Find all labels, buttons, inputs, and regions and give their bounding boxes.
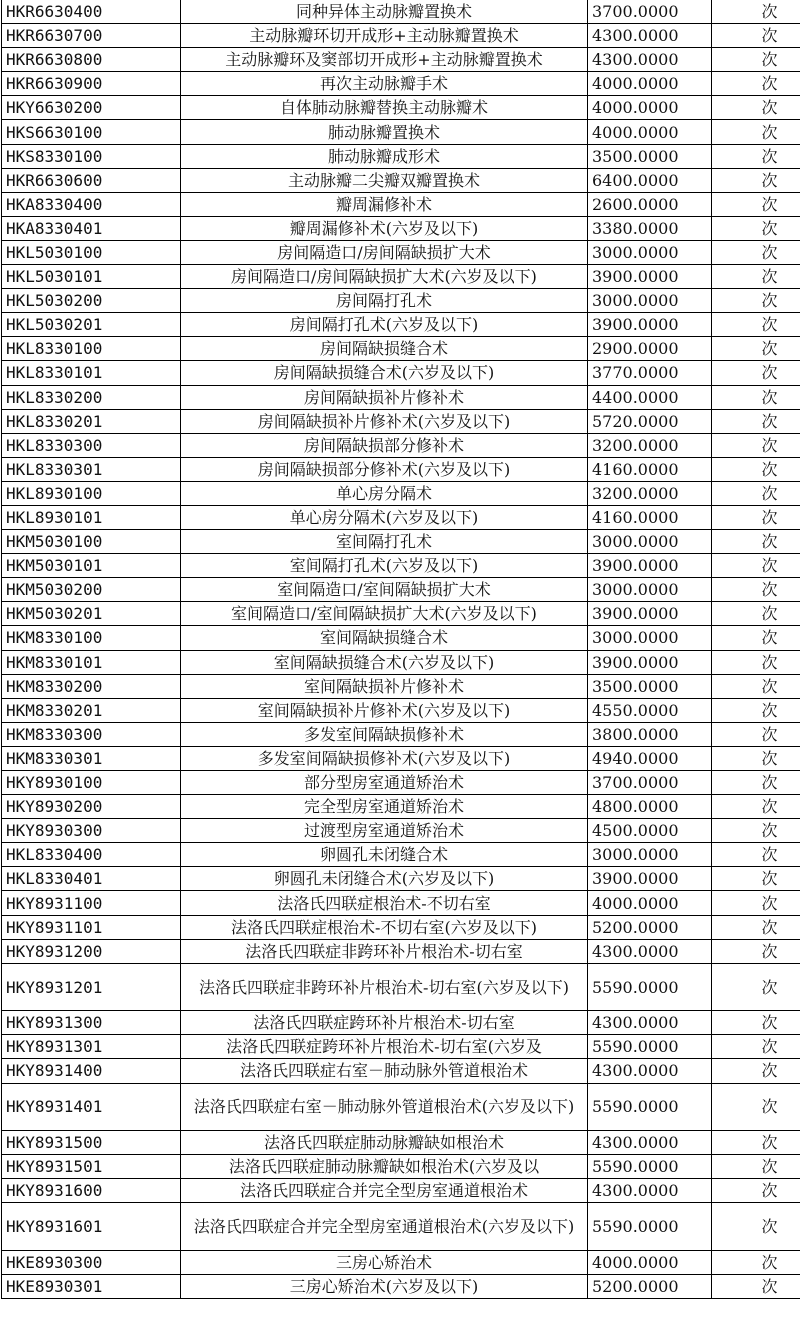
- item-price-cell: 6400.0000: [588, 168, 712, 192]
- item-unit-cell: 次: [712, 722, 800, 746]
- item-name-cell: 主动脉瓣二尖瓣双瓣置换术: [181, 168, 588, 192]
- item-unit-cell: 次: [712, 1179, 800, 1203]
- item-code-cell: HKE8930301: [2, 1274, 181, 1298]
- item-price-cell: 3770.0000: [588, 361, 712, 385]
- item-price-cell: 3900.0000: [588, 554, 712, 578]
- item-code-cell: HKR6630600: [2, 168, 181, 192]
- item-unit-cell: 次: [712, 674, 800, 698]
- item-code-cell: HKY8931400: [2, 1059, 181, 1083]
- item-unit-cell: 次: [712, 1059, 800, 1083]
- table-row: [2, 698, 800, 722]
- item-code-cell: HKY6630200: [2, 96, 181, 120]
- item-code-cell: HKL8330301: [2, 457, 181, 481]
- item-name-cell: 过渡型房室通道矫治术: [181, 819, 588, 843]
- item-price-cell: 4400.0000: [588, 385, 712, 409]
- table-row: [2, 1274, 800, 1298]
- table-row: [2, 722, 800, 746]
- item-code-cell: HKL8330201: [2, 409, 181, 433]
- item-name-cell: 房间隔打孔术: [181, 289, 588, 313]
- item-name-cell: 肺动脉瓣置换术: [181, 120, 588, 144]
- item-price-cell: 3500.0000: [588, 674, 712, 698]
- table-row: [2, 24, 800, 48]
- item-code-cell: HKM8330301: [2, 746, 181, 770]
- item-price-cell: 5590.0000: [588, 1083, 712, 1131]
- item-name-cell: 房间隔缺损部分修补术: [181, 433, 588, 457]
- item-unit-cell: 次: [712, 602, 800, 626]
- item-code-cell: HKR6630800: [2, 48, 181, 72]
- item-code-cell: HKM8330201: [2, 698, 181, 722]
- item-unit-cell: 次: [712, 1083, 800, 1131]
- item-price-cell: 4000.0000: [588, 1250, 712, 1274]
- item-price-cell: 3700.0000: [588, 771, 712, 795]
- item-unit-cell: 次: [712, 385, 800, 409]
- table-row: [2, 867, 800, 891]
- item-code-cell: HKL8330101: [2, 361, 181, 385]
- item-name-cell: 室间隔打孔术: [181, 530, 588, 554]
- item-name-cell: 瓣周漏修补术(六岁及以下): [181, 216, 588, 240]
- item-price-cell: 3200.0000: [588, 433, 712, 457]
- item-name-cell: 主动脉瓣环切开成形+主动脉瓣置换术: [181, 24, 588, 48]
- item-name-cell: 房间隔打孔术(六岁及以下): [181, 313, 588, 337]
- item-price-cell: 5590.0000: [588, 1155, 712, 1179]
- item-unit-cell: 次: [712, 240, 800, 264]
- item-unit-cell: 次: [712, 746, 800, 770]
- item-name-cell: 自体肺动脉瓣替换主动脉瓣术: [181, 96, 588, 120]
- item-code-cell: HKY8931601: [2, 1203, 181, 1251]
- item-code-cell: HKY8931101: [2, 915, 181, 939]
- item-unit-cell: 次: [712, 578, 800, 602]
- item-price-cell: 3700.0000: [588, 0, 712, 24]
- item-price-cell: 4500.0000: [588, 819, 712, 843]
- item-name-cell: 房间隔造口/房间隔缺损扩大术(六岁及以下): [181, 265, 588, 289]
- table-row: [2, 385, 800, 409]
- item-price-cell: 4160.0000: [588, 457, 712, 481]
- item-code-cell: HKL8330300: [2, 433, 181, 457]
- item-price-cell: 3900.0000: [588, 602, 712, 626]
- item-unit-cell: 次: [712, 698, 800, 722]
- item-code-cell: HKA8330401: [2, 216, 181, 240]
- item-unit-cell: 次: [712, 505, 800, 529]
- item-price-cell: 3000.0000: [588, 626, 712, 650]
- item-unit-cell: 次: [712, 891, 800, 915]
- item-name-cell: 多发室间隔缺损修补术(六岁及以下): [181, 746, 588, 770]
- table-row: [2, 361, 800, 385]
- item-code-cell: HKY8931401: [2, 1083, 181, 1131]
- item-unit-cell: 次: [712, 915, 800, 939]
- item-name-cell: 法洛氏四联症跨环补片根治术-切右室: [181, 1011, 588, 1035]
- item-code-cell: HKL8930100: [2, 481, 181, 505]
- item-code-cell: HKR6630400: [2, 0, 181, 24]
- table-row: [2, 795, 800, 819]
- item-unit-cell: 次: [712, 409, 800, 433]
- item-code-cell: HKY8931200: [2, 939, 181, 963]
- item-name-cell: 部分型房室通道矫治术: [181, 771, 588, 795]
- item-code-cell: HKL8330200: [2, 385, 181, 409]
- item-price-cell: 3000.0000: [588, 530, 712, 554]
- item-code-cell: HKR6630700: [2, 24, 181, 48]
- item-price-cell: 3500.0000: [588, 144, 712, 168]
- item-name-cell: 房间隔缺损补片修补术: [181, 385, 588, 409]
- table-row: [2, 120, 800, 144]
- item-unit-cell: 次: [712, 843, 800, 867]
- item-name-cell: 法洛氏四联症合并完全型房室通道根治术: [181, 1179, 588, 1203]
- item-unit-cell: 次: [712, 819, 800, 843]
- item-price-cell: 4300.0000: [588, 1131, 712, 1155]
- item-price-cell: 4940.0000: [588, 746, 712, 770]
- item-code-cell: HKM8330300: [2, 722, 181, 746]
- item-unit-cell: 次: [712, 433, 800, 457]
- item-price-cell: 5200.0000: [588, 1274, 712, 1298]
- item-name-cell: 室间隔造口/室间隔缺损扩大术(六岁及以下): [181, 602, 588, 626]
- item-name-cell: 室间隔缺损补片修补术(六岁及以下): [181, 698, 588, 722]
- item-unit-cell: 次: [712, 289, 800, 313]
- item-unit-cell: 次: [712, 795, 800, 819]
- item-unit-cell: 次: [712, 216, 800, 240]
- item-price-cell: 2900.0000: [588, 337, 712, 361]
- item-name-cell: 法洛氏四联症非跨环补片根治术-切右室: [181, 939, 588, 963]
- item-code-cell: HKY8930200: [2, 795, 181, 819]
- table-row: [2, 650, 800, 674]
- table-row: [2, 168, 800, 192]
- item-unit-cell: 次: [712, 1274, 800, 1298]
- item-name-cell: 房间隔缺损缝合术: [181, 337, 588, 361]
- table-row: [2, 602, 800, 626]
- table-row: [2, 1179, 800, 1203]
- item-name-cell: 房间隔缺损部分修补术(六岁及以下): [181, 457, 588, 481]
- item-price-cell: 3200.0000: [588, 481, 712, 505]
- table-row: [2, 481, 800, 505]
- item-name-cell: 法洛氏四联症合并完全型房室通道根治术(六岁及以下): [181, 1203, 588, 1251]
- item-unit-cell: 次: [712, 1203, 800, 1251]
- table-row: [2, 144, 800, 168]
- item-name-cell: 三房心矫治术: [181, 1250, 588, 1274]
- item-code-cell: HKR6630900: [2, 72, 181, 96]
- fee-table: [1, 0, 800, 1299]
- table-row: [2, 1203, 800, 1251]
- item-name-cell: 房间隔缺损缝合术(六岁及以下): [181, 361, 588, 385]
- table-row: [2, 891, 800, 915]
- item-unit-cell: 次: [712, 1131, 800, 1155]
- item-unit-cell: 次: [712, 530, 800, 554]
- item-price-cell: 4000.0000: [588, 96, 712, 120]
- item-price-cell: 4000.0000: [588, 72, 712, 96]
- table-row: [2, 337, 800, 361]
- item-unit-cell: 次: [712, 192, 800, 216]
- item-code-cell: HKY8931300: [2, 1011, 181, 1035]
- item-price-cell: 3000.0000: [588, 578, 712, 602]
- item-price-cell: 4000.0000: [588, 891, 712, 915]
- item-code-cell: HKM5030101: [2, 554, 181, 578]
- item-code-cell: HKY8930300: [2, 819, 181, 843]
- item-code-cell: HKM5030100: [2, 530, 181, 554]
- item-price-cell: 4800.0000: [588, 795, 712, 819]
- item-code-cell: HKY8931301: [2, 1035, 181, 1059]
- table-row: [2, 1155, 800, 1179]
- item-name-cell: 同种异体主动脉瓣置换术: [181, 0, 588, 24]
- item-price-cell: 5590.0000: [588, 963, 712, 1011]
- table-row: [2, 0, 800, 24]
- item-name-cell: 肺动脉瓣成形术: [181, 144, 588, 168]
- item-code-cell: HKM8330101: [2, 650, 181, 674]
- item-unit-cell: 次: [712, 361, 800, 385]
- item-price-cell: 3900.0000: [588, 867, 712, 891]
- item-unit-cell: 次: [712, 1250, 800, 1274]
- item-price-cell: 3000.0000: [588, 843, 712, 867]
- table-row: [2, 771, 800, 795]
- item-price-cell: 3900.0000: [588, 265, 712, 289]
- item-code-cell: HKL5030201: [2, 313, 181, 337]
- item-code-cell: HKA8330400: [2, 192, 181, 216]
- item-code-cell: HKY8931500: [2, 1131, 181, 1155]
- item-price-cell: 3900.0000: [588, 313, 712, 337]
- item-name-cell: 主动脉瓣环及窦部切开成形+主动脉瓣置换术: [181, 48, 588, 72]
- item-price-cell: 4300.0000: [588, 939, 712, 963]
- item-code-cell: HKY8931201: [2, 963, 181, 1011]
- item-price-cell: 5720.0000: [588, 409, 712, 433]
- item-name-cell: 单心房分隔术: [181, 481, 588, 505]
- table-row: [2, 819, 800, 843]
- item-name-cell: 法洛氏四联症根治术-不切右室(六岁及以下): [181, 915, 588, 939]
- item-price-cell: 4300.0000: [588, 24, 712, 48]
- item-price-cell: 4300.0000: [588, 1011, 712, 1035]
- item-price-cell: 4160.0000: [588, 505, 712, 529]
- table-row: [2, 192, 800, 216]
- table-row: [2, 746, 800, 770]
- item-code-cell: HKM5030200: [2, 578, 181, 602]
- table-row: [2, 1250, 800, 1274]
- item-name-cell: 室间隔缺损补片修补术: [181, 674, 588, 698]
- table-row: [2, 554, 800, 578]
- item-unit-cell: 次: [712, 96, 800, 120]
- item-code-cell: HKM8330100: [2, 626, 181, 650]
- item-price-cell: 3380.0000: [588, 216, 712, 240]
- table-row: [2, 1011, 800, 1035]
- table-row: [2, 939, 800, 963]
- item-unit-cell: 次: [712, 144, 800, 168]
- table-row: [2, 505, 800, 529]
- table-row: [2, 963, 800, 1011]
- table-row: [2, 216, 800, 240]
- item-code-cell: HKL5030101: [2, 265, 181, 289]
- table-row: [2, 674, 800, 698]
- item-unit-cell: 次: [712, 265, 800, 289]
- table-row: [2, 433, 800, 457]
- table-row: [2, 72, 800, 96]
- fee-table-body: [2, 0, 800, 1299]
- item-name-cell: 完全型房室通道矫治术: [181, 795, 588, 819]
- table-row: [2, 409, 800, 433]
- item-name-cell: 多发室间隔缺损修补术: [181, 722, 588, 746]
- item-unit-cell: 次: [712, 1155, 800, 1179]
- item-price-cell: 3000.0000: [588, 240, 712, 264]
- item-name-cell: 法洛氏四联症右室－肺动脉外管道根治术(六岁及以下): [181, 1083, 588, 1131]
- table-row: [2, 313, 800, 337]
- item-unit-cell: 次: [712, 939, 800, 963]
- item-unit-cell: 次: [712, 313, 800, 337]
- item-name-cell: 房间隔缺损补片修补术(六岁及以下): [181, 409, 588, 433]
- item-unit-cell: 次: [712, 1035, 800, 1059]
- table-row: [2, 578, 800, 602]
- item-price-cell: 4300.0000: [588, 48, 712, 72]
- item-unit-cell: 次: [712, 0, 800, 24]
- table-row: [2, 48, 800, 72]
- item-price-cell: 5200.0000: [588, 915, 712, 939]
- item-price-cell: 2600.0000: [588, 192, 712, 216]
- table-row: [2, 289, 800, 313]
- item-name-cell: 三房心矫治术(六岁及以下): [181, 1274, 588, 1298]
- item-code-cell: HKM5030201: [2, 602, 181, 626]
- item-code-cell: HKM8330200: [2, 674, 181, 698]
- table-row: [2, 240, 800, 264]
- item-unit-cell: 次: [712, 168, 800, 192]
- table-row: [2, 1131, 800, 1155]
- table-row: [2, 915, 800, 939]
- item-name-cell: 室间隔缺损缝合术: [181, 626, 588, 650]
- item-code-cell: HKY8931600: [2, 1179, 181, 1203]
- table-row: [2, 530, 800, 554]
- item-price-cell: 5590.0000: [588, 1035, 712, 1059]
- item-price-cell: 3900.0000: [588, 650, 712, 674]
- item-code-cell: HKL5030100: [2, 240, 181, 264]
- table-row: [2, 265, 800, 289]
- item-unit-cell: 次: [712, 650, 800, 674]
- item-unit-cell: 次: [712, 481, 800, 505]
- item-price-cell: 4550.0000: [588, 698, 712, 722]
- item-price-cell: 3800.0000: [588, 722, 712, 746]
- item-name-cell: 法洛氏四联症根治术-不切右室: [181, 891, 588, 915]
- table-row: [2, 1059, 800, 1083]
- table-row: [2, 626, 800, 650]
- item-code-cell: HKS6630100: [2, 120, 181, 144]
- table-row: [2, 843, 800, 867]
- item-name-cell: 单心房分隔术(六岁及以下): [181, 505, 588, 529]
- item-code-cell: HKY8931100: [2, 891, 181, 915]
- item-code-cell: HKL5030200: [2, 289, 181, 313]
- item-name-cell: 法洛氏四联症肺动脉瓣缺如根治术: [181, 1131, 588, 1155]
- item-unit-cell: 次: [712, 24, 800, 48]
- item-code-cell: HKL8330400: [2, 843, 181, 867]
- item-price-cell: 4300.0000: [588, 1059, 712, 1083]
- item-name-cell: 室间隔打孔术(六岁及以下): [181, 554, 588, 578]
- item-name-cell: 室间隔造口/室间隔缺损扩大术: [181, 578, 588, 602]
- item-code-cell: HKY8931501: [2, 1155, 181, 1179]
- item-code-cell: HKL8330100: [2, 337, 181, 361]
- item-name-cell: 再次主动脉瓣手术: [181, 72, 588, 96]
- item-code-cell: HKY8930100: [2, 771, 181, 795]
- item-unit-cell: 次: [712, 72, 800, 96]
- item-name-cell: 法洛氏四联症非跨环补片根治术-切右室(六岁及以下): [181, 963, 588, 1011]
- item-code-cell: HKL8930101: [2, 505, 181, 529]
- table-row: [2, 1035, 800, 1059]
- item-name-cell: 法洛氏四联症跨环补片根治术-切右室(六岁及: [181, 1035, 588, 1059]
- item-name-cell: 室间隔缺损缝合术(六岁及以下): [181, 650, 588, 674]
- item-code-cell: HKL8330401: [2, 867, 181, 891]
- item-code-cell: HKE8930300: [2, 1250, 181, 1274]
- table-row: [2, 96, 800, 120]
- item-price-cell: 4000.0000: [588, 120, 712, 144]
- item-unit-cell: 次: [712, 457, 800, 481]
- item-unit-cell: 次: [712, 554, 800, 578]
- item-unit-cell: 次: [712, 771, 800, 795]
- item-price-cell: 5590.0000: [588, 1203, 712, 1251]
- item-unit-cell: 次: [712, 963, 800, 1011]
- item-price-cell: 3000.0000: [588, 289, 712, 313]
- table-row: [2, 1083, 800, 1131]
- item-code-cell: HKS8330100: [2, 144, 181, 168]
- item-unit-cell: 次: [712, 48, 800, 72]
- item-name-cell: 卵圆孔未闭缝合术: [181, 843, 588, 867]
- item-unit-cell: 次: [712, 337, 800, 361]
- item-name-cell: 法洛氏四联症右室－肺动脉外管道根治术: [181, 1059, 588, 1083]
- table-row: [2, 457, 800, 481]
- item-name-cell: 瓣周漏修补术: [181, 192, 588, 216]
- item-name-cell: 法洛氏四联症肺动脉瓣缺如根治术(六岁及以: [181, 1155, 588, 1179]
- item-unit-cell: 次: [712, 1011, 800, 1035]
- item-price-cell: 4300.0000: [588, 1179, 712, 1203]
- item-unit-cell: 次: [712, 867, 800, 891]
- item-unit-cell: 次: [712, 626, 800, 650]
- item-name-cell: 房间隔造口/房间隔缺损扩大术: [181, 240, 588, 264]
- item-name-cell: 卵圆孔未闭缝合术(六岁及以下): [181, 867, 588, 891]
- item-unit-cell: 次: [712, 120, 800, 144]
